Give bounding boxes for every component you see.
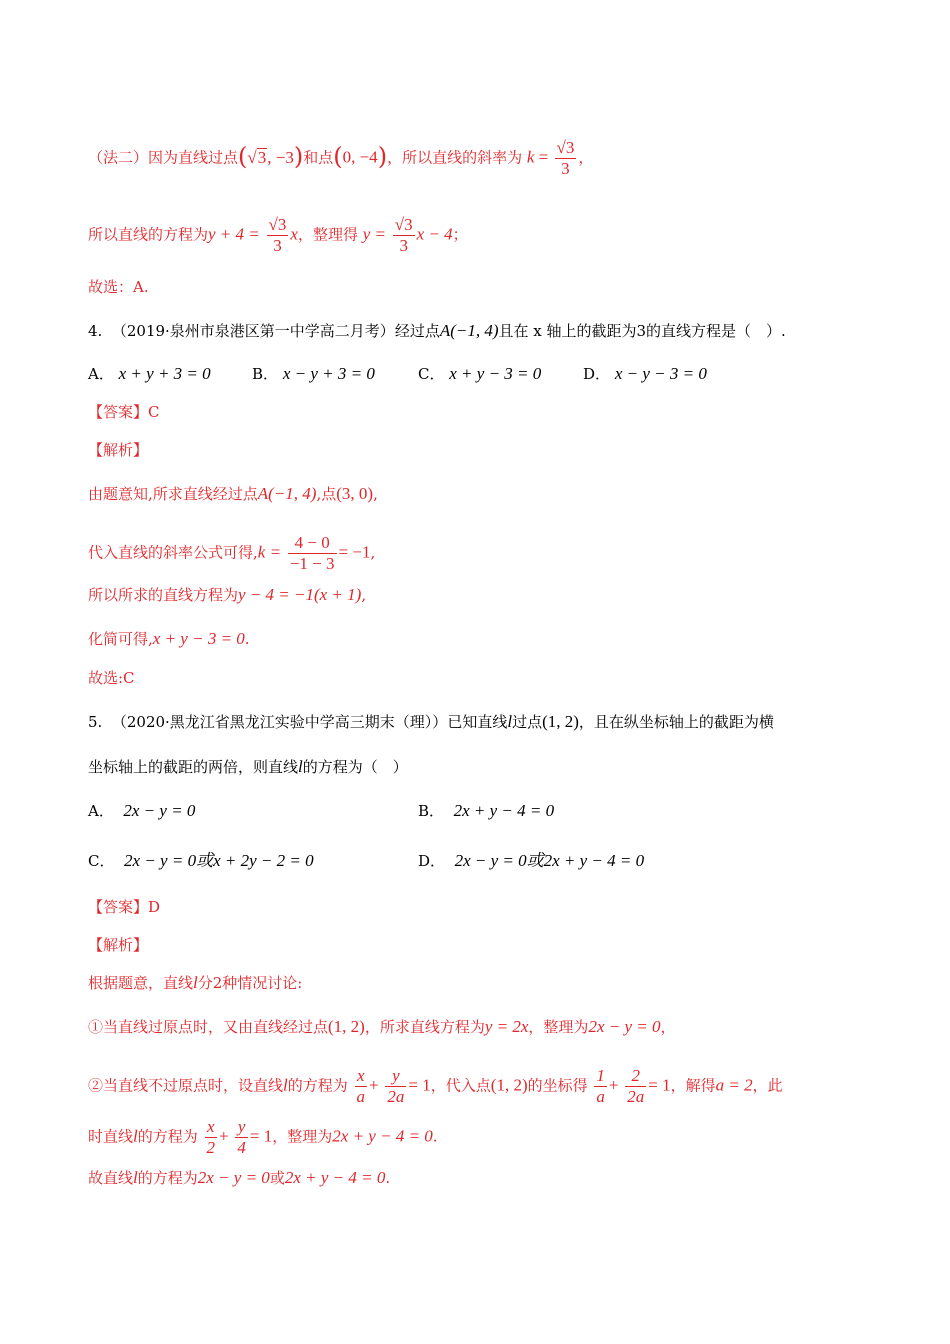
text: （法二）因为直线过点 xyxy=(88,148,239,167)
fraction: $\frac{x}{2}$ xyxy=(206,1117,216,1157)
q4-option-b: B． x − y + 3 = 0 xyxy=(252,364,375,383)
text: ，所以直线的斜率为 xyxy=(387,148,523,167)
text: 所以直线的方程为 xyxy=(88,225,209,244)
q4-option-c: C． x + y − 3 = 0 xyxy=(418,364,542,383)
q4-option-d: D． x − y − 3 = 0 xyxy=(583,364,707,383)
point-0-minus4: 0, −4 xyxy=(342,147,378,167)
text: 和点 xyxy=(303,148,334,167)
q5-step2: ①当直线过原点时，又由直线经过点(1, 2)，所求直线方程为y = 2x，整理为2x − y = 0， xyxy=(88,1017,676,1036)
fraction: $\frac{x}{a}$ xyxy=(356,1066,366,1106)
q5-analysis-label: 【解析】 xyxy=(88,936,149,954)
q4-option-a: A． x + y + 3 = 0 xyxy=(88,364,211,383)
q4-choice: 故选:C xyxy=(88,669,135,687)
fraction: $\frac{1}{a}$ xyxy=(596,1066,605,1106)
fraction: $\frac{2}{2a}$ xyxy=(627,1066,645,1106)
q5-step5: 故直线l的方程为2x − y = 0或2x + y − 4 = 0. xyxy=(88,1168,391,1187)
q4-answer: 【答案】C xyxy=(88,403,160,421)
eq2-fraction: $\frac{√3}{3}$ xyxy=(394,215,413,255)
q4-step4: 化简可得,x + y − 3 = 0. xyxy=(88,629,250,648)
method2-line1: （法二）因为直线过点(√3, −3)和点(0, −4)，所以直线的斜率为 k = $\frac{√3}{3}$ ， xyxy=(88,138,594,178)
q5-step1: 根据题意，直线l分2种情况讨论: xyxy=(88,973,303,992)
fraction: $\frac{y}{2a}$ xyxy=(387,1066,405,1106)
q5-stem-line2: 坐标轴上的截距的两倍，则直线l的方程为（ ） xyxy=(88,757,408,776)
eq1-fraction: $\frac{√3}{3}$ xyxy=(268,215,287,255)
q5-answer: 【答案】D xyxy=(88,898,161,916)
q4-stem: 4. （2019·泉州市泉港区第一中学高二月考）经过点A(−1, 4)且在 x 轴上的截距为3的直线方程是（ ）. xyxy=(88,321,786,340)
q5-step4: 时直线l的方程为 $\frac{x}{2}$ + $\frac{y}{4}$ = 1，整理为2x + y − 4 = 0. xyxy=(88,1117,438,1157)
q5-option-a: A． 2x − y = 0 xyxy=(88,801,196,820)
q5-option-d: D． 2x − y = 0或2x + y − 4 = 0 xyxy=(418,851,645,870)
q5-step3: ②当直线不过原点时，设直线l的方程为 $\frac{x}{a}$ + $\frac{y}{2a}$ = 1，代入点(1, 2)的坐标得 $\frac{1}{a}$ + $\frac{2}{2a}$ = 1，解得a = 2，此 xyxy=(88,1066,783,1106)
q5-option-b: B． 2x + y − 4 = 0 xyxy=(418,801,555,820)
q4-step1: 由题意知,所求直线经过点A(−1, 4),点(3, 0), xyxy=(88,484,378,503)
q5-option-c: C． 2x − y = 0或x + 2y − 2 = 0 xyxy=(88,851,314,870)
sqrt: √3 xyxy=(247,147,267,167)
fraction: $\frac{y}{4}$ xyxy=(237,1117,246,1157)
slope-fraction: $\frac{√3}{3}$ xyxy=(556,138,575,178)
method2-line2: 所以直线的方程为y + 4 = $\frac{√3}{3}$ x，整理得 y = $\frac{√3}{3}$ x − 4； xyxy=(88,215,468,255)
k-symbol: k xyxy=(526,147,535,167)
slope-fraction: $\frac{4 - 0}{-1 - 3}$ xyxy=(289,533,335,573)
method2-choice: 故选：A. xyxy=(88,278,149,296)
q5-stem-line1: 5. （2020·黑龙江省黑龙江实验中学高三期末（理））已知直线l过点(1, 2)，且在纵坐标轴上的截距为横 xyxy=(88,712,774,731)
q4-step3: 所以所求的直线方程为y − 4 = −1(x + 1), xyxy=(88,585,367,604)
q4-step2: 代入直线的斜率公式可得,k = $\frac{4 - 0}{-1 - 3}$ = −1, xyxy=(88,533,376,573)
q4-analysis-label: 【解析】 xyxy=(88,441,149,459)
